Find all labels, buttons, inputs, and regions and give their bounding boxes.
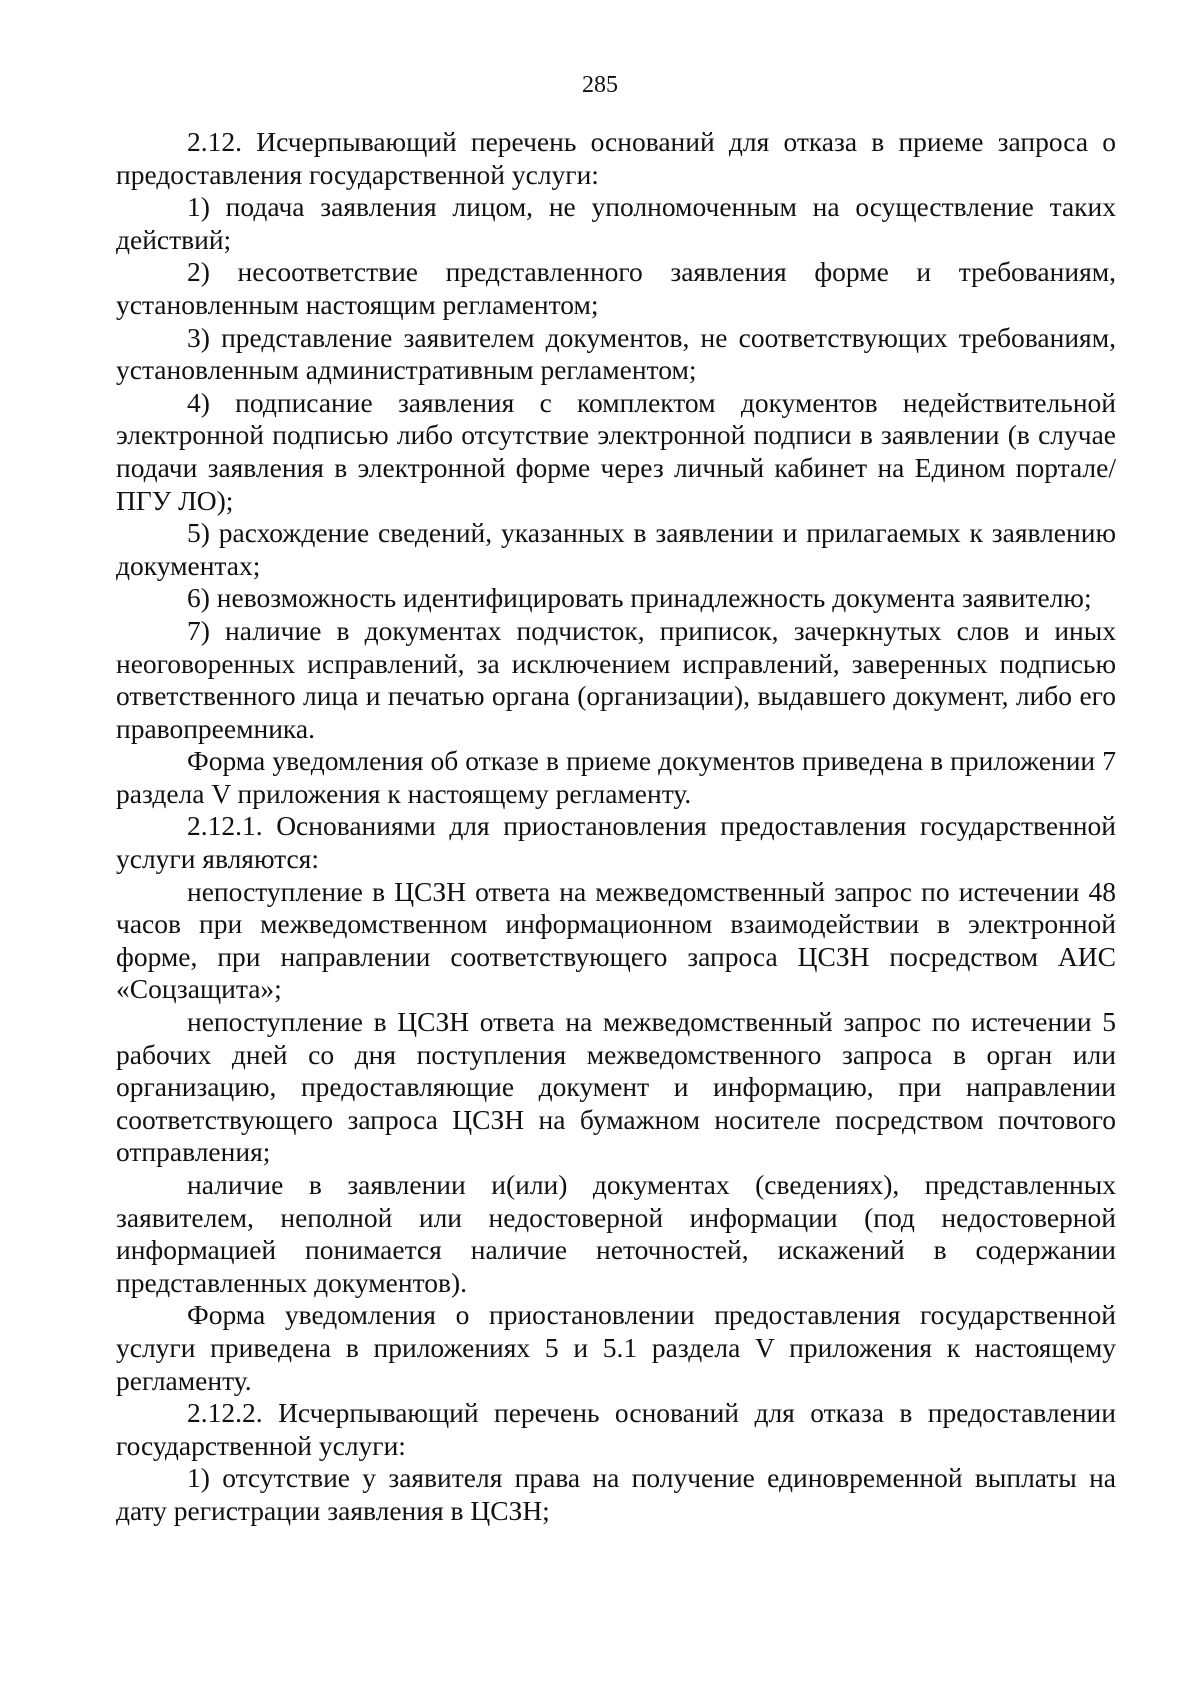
- list-item-5: 5) расхождение сведений, указанных в заявлении и прилагаемых к заявлению документах;: [116, 517, 1116, 581]
- suspension-ground-1: непоступление в ЦСЗН ответа на межведомственный запрос по истечении 48 часов при межведомственном информационном взаимодействии в электронной форме, при направлении соответствующего запроса ЦСЗН посредством АИС «Соцзащита»;: [116, 875, 1116, 1005]
- section-2-12-2-heading: 2.12.2. Исчерпывающий перечень оснований для отказа в предоставлении государственной услуги:: [116, 1397, 1116, 1461]
- suspension-ground-2: непоступление в ЦСЗН ответа на межведомственный запрос по истечении 5 рабочих дней со дня поступления межведомственного запроса в орган или организацию, предоставляющие документ и информацию, при направлении соответствующего запроса ЦСЗН на бумажном носителе посредством почтового отправления;: [116, 1006, 1116, 1168]
- refusal-form-note: Форма уведомления об отказе в приеме документов приведена в приложении 7 раздела V приложения к настоящему регламенту.: [116, 745, 1116, 809]
- list-item-2: 2) несоответствие представленного заявления форме и требованиям, установленным настоящим регламентом;: [116, 256, 1116, 320]
- page-number: 285: [582, 72, 618, 98]
- list-item-4: 4) подписание заявления с комплектом документов недействительной электронной подписью либо отсутствие электронной подписи в заявлении (в случае подачи заявления в электронной форме через личный кабинет на Едином портале/ПГУ ЛО);: [116, 386, 1116, 516]
- section-2-12-1-heading: 2.12.1. Основаниями для приостановления предоставления государственной услуги являются:: [116, 810, 1116, 875]
- list-item-3: 3) представление заявителем документов, не соответствующих требованиям, установленным административным регламентом;: [116, 321, 1116, 386]
- list-item-6: 6) невозможность идентифицировать принадлежность документа заявителю;: [187, 582, 1092, 614]
- list-item-1: 1) подача заявления лицом, не уполномоченным на осуществление таких действий;: [116, 191, 1116, 255]
- suspension-ground-3: наличие в заявлении и(или) документах (сведениях), представленных заявителем, неполной или недостоверной информации (под недостоверной информацией понимается наличие неточностей, искажений в содержании представленных документов).: [116, 1169, 1116, 1298]
- list-item-7: 7) наличие в документах подчисток, приписок, зачеркнутых слов и иных неоговоренных исправлений, за исключением исправлений, заверенных подписью ответственного лица и печатью органа (организации), выдавшего документ, либо его правопреемника.: [116, 614, 1116, 744]
- section-2-12-heading: 2.12. Исчерпывающий перечень оснований для отказа в приеме запроса о предоставления государственной услуги:: [116, 126, 1116, 190]
- suspension-form-note: Форма уведомления о приостановлении предоставления государственной услуги приведена в приложениях 5 и 5.1 раздела V приложения к настоящему регламенту.: [116, 1299, 1116, 1396]
- denial-ground-1: 1) отсутствие у заявителя права на получение единовременной выплаты на дату регистрации заявления в ЦСЗН;: [116, 1462, 1116, 1526]
- document-body: [116, 126, 1116, 1528]
